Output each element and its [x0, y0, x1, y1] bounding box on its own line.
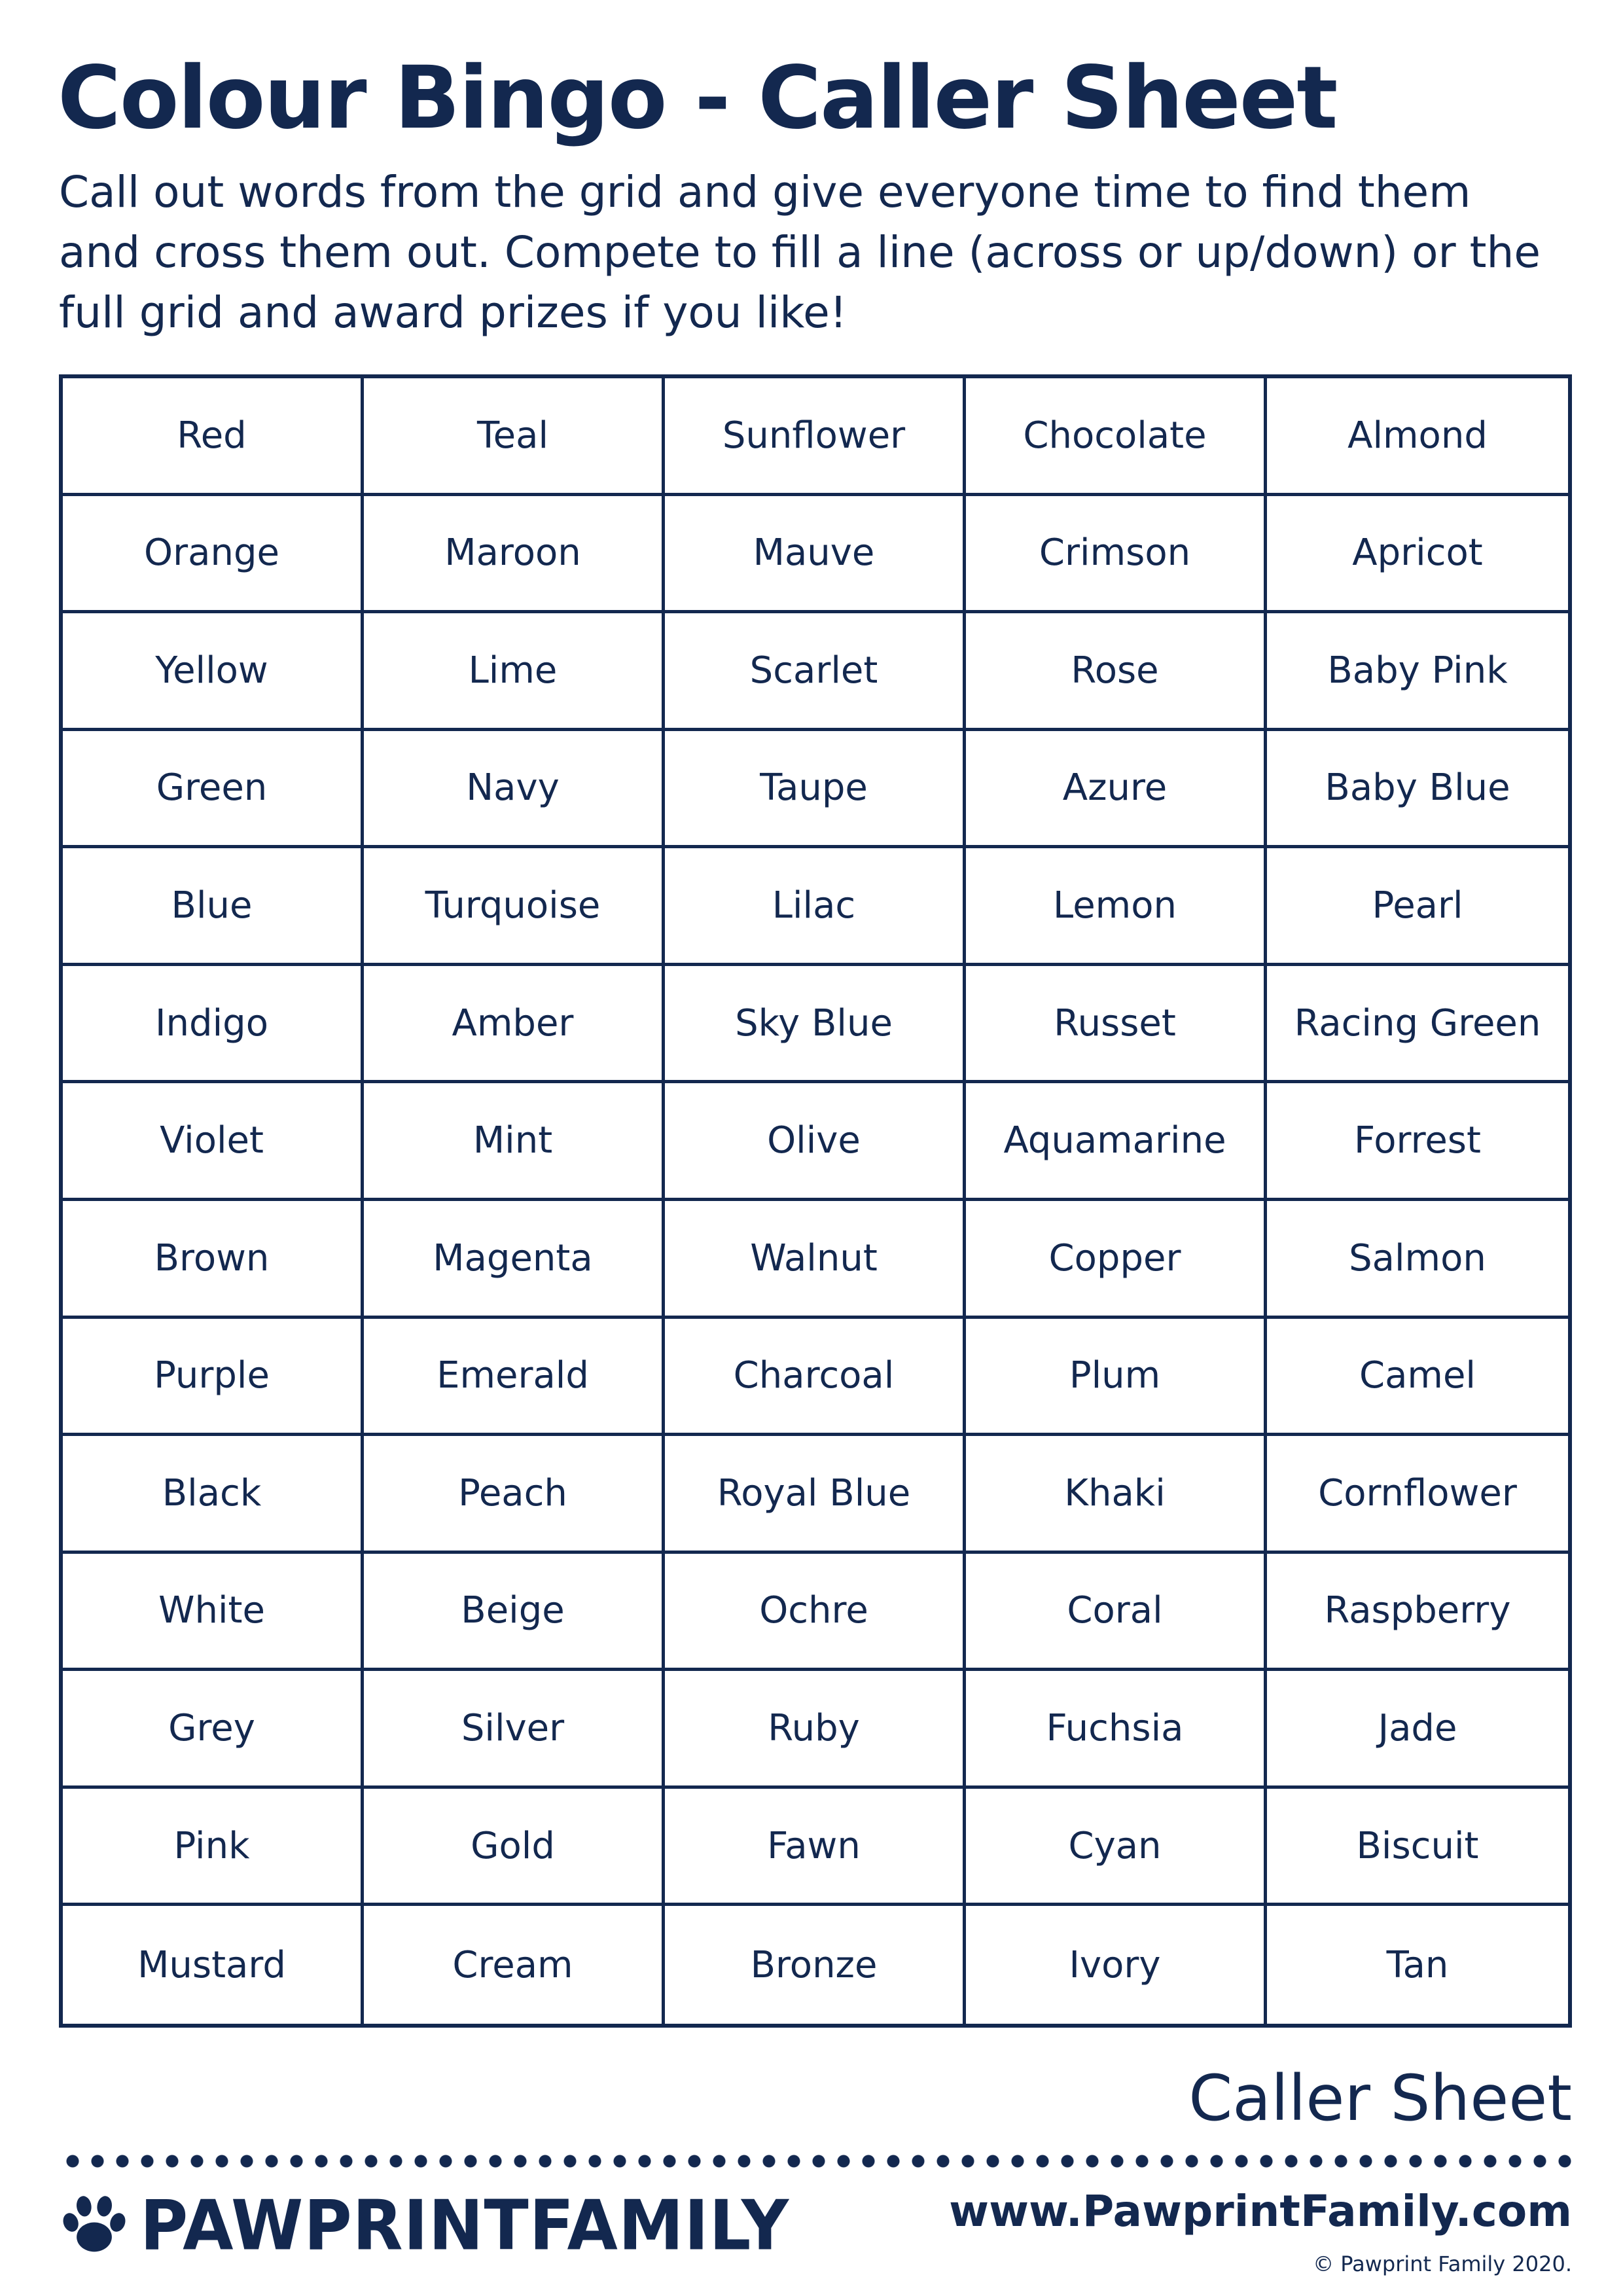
grid-cell: Biscuit [1267, 1789, 1568, 1907]
grid-cell: Pink [63, 1789, 364, 1907]
grid-cell: Rose [966, 613, 1267, 731]
grid-cell: Black [63, 1436, 364, 1554]
grid-cell: Turquoise [364, 848, 665, 966]
grid-cell: Amber [364, 966, 665, 1084]
paw-print-icon [58, 2189, 131, 2262]
grid-cell: Raspberry [1267, 1554, 1568, 1672]
grid-cell: Teal [364, 378, 665, 496]
website-link[interactable]: www.PawprintFamily.com [949, 2186, 1572, 2236]
grid-cell: White [63, 1554, 364, 1672]
grid-cell: Cream [364, 1906, 665, 2024]
grid-cell: Lilac [665, 848, 966, 966]
grid-cell: Mustard [63, 1906, 364, 2024]
copyright-text: © Pawprint Family 2020. [1313, 2251, 1572, 2276]
grid-cell: Copper [966, 1201, 1267, 1319]
grid-cell: Taupe [665, 731, 966, 849]
grid-cell: Charcoal [665, 1319, 966, 1437]
grid-cell: Aquamarine [966, 1083, 1267, 1201]
grid-cell: Yellow [63, 613, 364, 731]
grid-cell: Magenta [364, 1201, 665, 1319]
grid-cell: Sunflower [665, 378, 966, 496]
page-title: Colour Bingo - Caller Sheet [58, 48, 1337, 149]
grid-cell: Cornflower [1267, 1436, 1568, 1554]
grid-cell: Maroon [364, 496, 665, 614]
grid-cell: Peach [364, 1436, 665, 1554]
grid-cell: Chocolate [966, 378, 1267, 496]
grid-cell: Forrest [1267, 1083, 1568, 1201]
dotted-divider [60, 2155, 1572, 2168]
grid-cell: Jade [1267, 1671, 1568, 1789]
grid-cell: Apricot [1267, 496, 1568, 614]
grid-cell: Ochre [665, 1554, 966, 1672]
caller-grid [59, 374, 1572, 2028]
grid-cell: Sky Blue [665, 966, 966, 1084]
grid-cell: Fawn [665, 1789, 966, 1907]
grid-cell: Khaki [966, 1436, 1267, 1554]
grid-cell: Navy [364, 731, 665, 849]
grid-cell: Cyan [966, 1789, 1267, 1907]
grid-cell: Silver [364, 1671, 665, 1789]
brand-logo [58, 2183, 789, 2268]
grid-cell: Beige [364, 1554, 665, 1672]
instructions-text: Call out words from the grid and give everyone time to find them and cross them out. Compete to fill a line (across or up/down) or the full grid and award prizes if you like! [59, 167, 1541, 338]
grid-cell: Coral [966, 1554, 1267, 1672]
grid-cell: Violet [63, 1083, 364, 1201]
grid-cell: Mauve [665, 496, 966, 614]
brand-name: PAWPRINTFAMILY [140, 2185, 790, 2266]
grid-cell: Purple [63, 1319, 364, 1437]
grid-cell: Olive [665, 1083, 966, 1201]
grid-cell: Salmon [1267, 1201, 1568, 1319]
grid-cell: Ivory [966, 1906, 1267, 2024]
grid-cell: Orange [63, 496, 364, 614]
grid-cell: Crimson [966, 496, 1267, 614]
grid-cell: Indigo [63, 966, 364, 1084]
sheet-label: Caller Sheet [1188, 2062, 1572, 2135]
grid-cell: Red [63, 378, 364, 496]
grid-cell: Brown [63, 1201, 364, 1319]
grid-cell: Plum [966, 1319, 1267, 1437]
grid-cell: Lime [364, 613, 665, 731]
grid-cell: Walnut [665, 1201, 966, 1319]
grid-cell: Tan [1386, 1943, 1449, 1986]
grid-cell: Ruby [665, 1671, 966, 1789]
grid-cell: Lemon [966, 848, 1267, 966]
grid-cell: Blue [63, 848, 364, 966]
grid-cell: Camel [1267, 1319, 1568, 1437]
grid-cell: Almond [1267, 378, 1568, 496]
grid-cell: Baby Pink [1267, 613, 1568, 731]
grid-cell: Racing Green [1267, 966, 1568, 1084]
grid-cell: Azure [966, 731, 1267, 849]
grid-cell: Baby Blue [1267, 731, 1568, 849]
grid-cell: Scarlet [665, 613, 966, 731]
grid-cell: Russet [966, 966, 1267, 1084]
grid-cell: Green [63, 731, 364, 849]
grid-cell: Pearl [1267, 848, 1568, 966]
grid-cell: Royal Blue [665, 1436, 966, 1554]
grid-cell: Bronze [665, 1906, 966, 2024]
grid-cell: Mint [364, 1083, 665, 1201]
grid-cell: Fuchsia [966, 1671, 1267, 1789]
grid-cell: Grey [63, 1671, 364, 1789]
grid-cell: Gold [364, 1789, 665, 1907]
grid-cell: Emerald [364, 1319, 665, 1437]
